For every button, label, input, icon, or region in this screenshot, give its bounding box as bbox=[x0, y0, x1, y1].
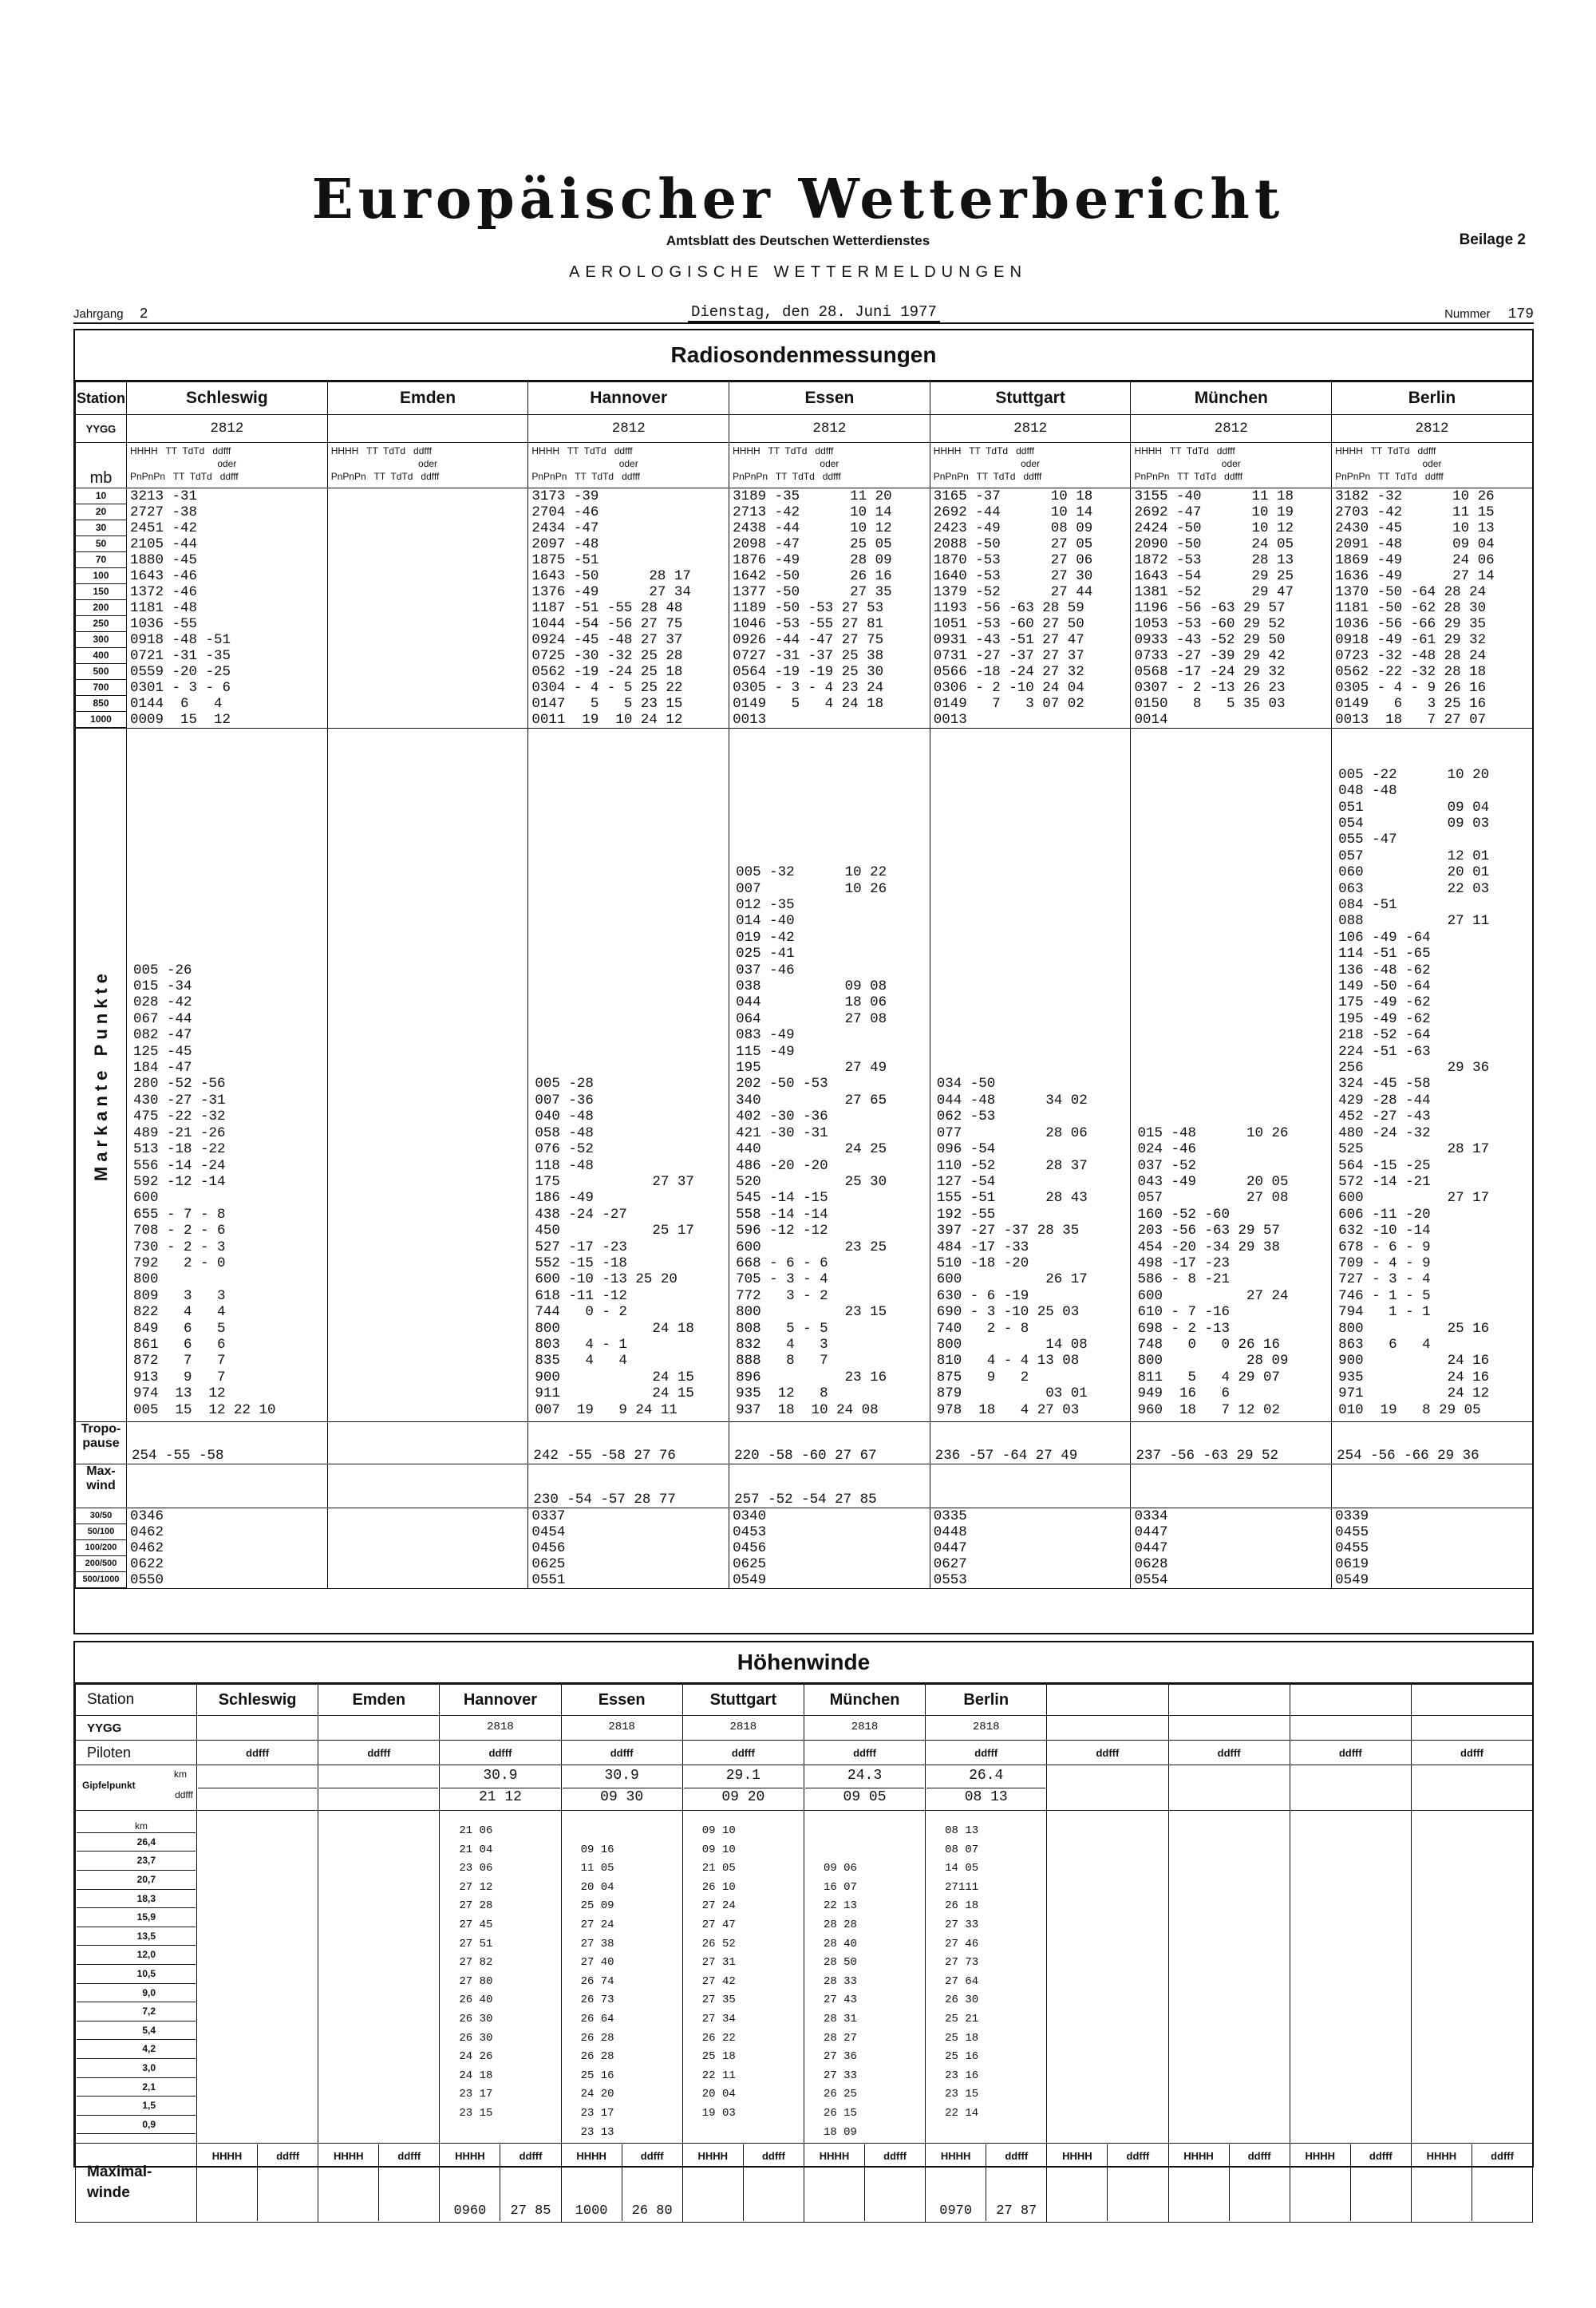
winds-yygg bbox=[318, 1716, 440, 1741]
jahrgang-label: Jahrgang bbox=[73, 307, 124, 321]
marked-points-cell bbox=[1332, 729, 1533, 1422]
gipfel-ddfff: 21 12 bbox=[478, 1788, 522, 1805]
layer-label: 200/500 bbox=[76, 1556, 126, 1572]
nummer bbox=[1444, 306, 1534, 322]
marked-points: 015 -48 10 26 024 -46 037 -52 043 -49 20 05 057 27 08 160 -52 -60 203 -56 -63 29 57 454 -20 -34 29 38 498 -17 -23 586 - 8 -21 600 27 24 610 - 7 -16 698 - 2 -13 748 0 0 26 16 800 28 09 811 5 4 29 07 949 16 6 960 18 7 12 02 bbox=[1137, 1124, 1289, 1418]
ddfff-header: ddfff bbox=[500, 2144, 561, 2168]
gipfel-km: 30.9 bbox=[563, 1767, 681, 1788]
marked-points-cell bbox=[1131, 729, 1332, 1422]
station-name: München bbox=[1131, 382, 1332, 415]
marked-points-cell bbox=[528, 729, 729, 1422]
gipfel-ddfff: 09 05 bbox=[843, 1788, 887, 1805]
standard-levels: 3155 -40 11 18 2692 -47 10 19 2424 -50 10 12 2090 -50 24 05 1872 -53 28 13 1643 -54 29 25 1381 -52 29 47 1196 -56 -63 29 57 1053 -53 -60 29 52 0933 -43 -52 29 50 0733 -27 -39 29 42 0568 -17 -24 29 32 0307 - 2 -13 26 23 0150 8 5 35 03 0014 bbox=[1131, 488, 1332, 729]
hhhh-header: HHHH bbox=[562, 2144, 622, 2168]
layer-label: 50/100 bbox=[76, 1524, 126, 1540]
winds-title: Höhenwinde bbox=[75, 1642, 1532, 1684]
empty-cell bbox=[1168, 1685, 1290, 1716]
ddfff-header: ddfff bbox=[1350, 2144, 1411, 2168]
empty-cell bbox=[1472, 2168, 1532, 2222]
maxwind-hhhh: 0960 bbox=[440, 2168, 500, 2222]
maxwinde-label: Maximal- winde bbox=[76, 2144, 197, 2223]
tropopause-value: 254 -56 -66 29 36 bbox=[1332, 1422, 1533, 1464]
maxwind-ddfff bbox=[743, 2168, 804, 2222]
empty-cell bbox=[1168, 1811, 1290, 2144]
empty-cell bbox=[1168, 1765, 1290, 1811]
winds-station-name: Berlin bbox=[926, 1685, 1047, 1716]
winds-yygg: 2818 bbox=[682, 1716, 804, 1741]
maxwind-value bbox=[127, 1464, 328, 1508]
gipfel-km: 24.3 bbox=[805, 1767, 924, 1788]
tropopause-value bbox=[327, 1422, 528, 1464]
empty-cell bbox=[1350, 2168, 1411, 2222]
level-label: 400 bbox=[76, 648, 126, 664]
station-name: Emden bbox=[327, 382, 528, 415]
maxwind-value: 230 -54 -57 28 77 bbox=[528, 1464, 729, 1508]
maxwind-value bbox=[327, 1464, 528, 1508]
tropopause-value: 254 -55 -58 bbox=[127, 1422, 328, 1464]
code-oder: oder bbox=[1221, 458, 1241, 469]
beilage-label: Beilage 2 bbox=[1459, 231, 1526, 248]
ddfff-header: ddfff bbox=[743, 2144, 804, 2168]
empty-cell bbox=[1047, 1765, 1168, 1811]
empty-cell bbox=[1169, 2168, 1230, 2222]
maxwind-cell bbox=[682, 2144, 804, 2223]
radiosonde-title: Radiosondenmessungen bbox=[75, 330, 1532, 381]
empty-cell bbox=[1290, 1765, 1411, 1811]
marked-points-cell bbox=[127, 729, 328, 1422]
yygg-value bbox=[327, 415, 528, 443]
yygg-value: 2812 bbox=[729, 415, 930, 443]
maxwind-cell bbox=[561, 2144, 682, 2223]
maxwind-value bbox=[1332, 1464, 1533, 1508]
yygg-value: 2812 bbox=[528, 415, 729, 443]
code-line-1: HHHH TT TdTd ddfff bbox=[933, 445, 1035, 456]
mb-label: mb bbox=[76, 443, 127, 488]
level-label: 300 bbox=[76, 632, 126, 648]
hhhh-header: HHHH bbox=[197, 2144, 258, 2168]
gipfel-label-cell bbox=[76, 1765, 197, 1811]
marked-points-label-cell bbox=[76, 729, 127, 1422]
gipfel-values bbox=[197, 1765, 318, 1811]
empty-cell bbox=[1411, 1811, 1532, 2144]
gipfel-ddfff: 08 13 bbox=[964, 1788, 1008, 1805]
code-header bbox=[729, 443, 930, 488]
winds-panel bbox=[73, 1641, 1534, 2219]
ddfff-header: ddfff bbox=[258, 2144, 318, 2168]
layer-values: 0334 0447 0447 0628 0554 bbox=[1131, 1508, 1332, 1589]
ddfff-header: ddfff bbox=[622, 2144, 682, 2168]
ddfff-header: ddfff bbox=[197, 1741, 318, 1765]
winds-level: 5,4 bbox=[77, 2021, 196, 2041]
winds-station-name: Schleswig bbox=[197, 1685, 318, 1716]
layer-values: 0337 0454 0456 0625 0551 bbox=[528, 1508, 729, 1589]
gipfel-ddfff bbox=[198, 1788, 317, 1809]
maxwind-cell bbox=[318, 2144, 440, 2223]
level-label: 200 bbox=[76, 600, 126, 616]
empty-cell bbox=[1047, 2168, 1108, 2222]
maxwind-ddfff bbox=[258, 2168, 318, 2222]
ddfff-header: ddfff bbox=[1168, 1741, 1290, 1765]
gipfel-km bbox=[198, 1767, 317, 1788]
tropopause-value: 236 -57 -64 27 49 bbox=[930, 1422, 1131, 1464]
ddfff-header: ddfff bbox=[926, 1741, 1047, 1765]
maxwind-cell bbox=[440, 2144, 561, 2223]
code-header bbox=[327, 443, 528, 488]
yygg-label: YYGG bbox=[76, 415, 127, 443]
winds-station-name: Essen bbox=[561, 1685, 682, 1716]
gipfel-km-label: km bbox=[174, 1769, 187, 1780]
hhhh-header: HHHH bbox=[1290, 2144, 1351, 2168]
issue-line bbox=[73, 303, 1534, 322]
empty-cell bbox=[1411, 1765, 1532, 1811]
winds-yygg: 2818 bbox=[804, 1716, 925, 1741]
winds-level: 4,2 bbox=[77, 2040, 196, 2059]
code-oder: oder bbox=[418, 458, 438, 469]
winds-level: 9,0 bbox=[77, 1984, 196, 2003]
hhhh-header: HHHH bbox=[683, 2144, 744, 2168]
gipfel-ddfff bbox=[319, 1788, 438, 1809]
level-label: 50 bbox=[76, 536, 126, 552]
piloten-label: Piloten bbox=[76, 1741, 197, 1765]
winds-level: 15,9 bbox=[77, 1908, 196, 1927]
code-oder: oder bbox=[217, 458, 237, 469]
ddfff-header: ddfff bbox=[379, 2144, 440, 2168]
winds-level-values bbox=[197, 1811, 318, 2144]
station-name: Essen bbox=[729, 382, 930, 415]
ddfff-header: ddfff bbox=[865, 2144, 926, 2168]
winds-station-label: Station bbox=[76, 1685, 197, 1716]
marked-points: 005 -32 10 22 007 10 26 012 -35 014 -40 019 -42 025 -41 037 -46 038 09 08 044 18 06 064 27 08 083 -49 115 -49 195 27 49 202 -50 -53 340 27 65 402 -30 -36 421 -30 -31 440 24 25 486 -20 -20 520 25 30 545 -14 -15 558 -14 -14 596 -12 -12 600 23 25 668 - 6 - 6 705 - 3 - 4 772 3 - 2 800 23 15 808 5 - 5 832 4 3 888 8 7 896 23 16 935 12 8 937 18 10 24 08 bbox=[736, 864, 887, 1418]
standard-levels: 3173 -39 2704 -46 2434 -47 2097 -48 1875 -51 1643 -50 28 17 1376 -49 27 34 1187 -51 -55 28 48 1044 -54 -56 27 75 0924 -45 -48 27 37 0725 -30 -32 25 28 0562 -19 -24 25 18 0304 - 4 - 5 25 22 0147 5 5 23 15 0011 19 10 24 12 bbox=[528, 488, 729, 729]
maxwind-hhhh bbox=[804, 2168, 865, 2222]
winds-level: 20,7 bbox=[77, 1871, 196, 1890]
maxwind-label: Max- wind bbox=[76, 1464, 127, 1508]
station-name: Berlin bbox=[1332, 382, 1533, 415]
winds-level-values: 21 06 21 04 23 06 27 12 27 28 27 45 27 51 27 82 27 80 26 40 26 30 26 30 24 26 24 18 23 17 23 15 bbox=[440, 1811, 561, 2144]
code-line-2: PnPnPn TT TdTd ddfff bbox=[733, 471, 841, 482]
tropopause-value: 220 -58 -60 27 67 bbox=[729, 1422, 930, 1464]
tropopause-value: 242 -55 -58 27 76 bbox=[528, 1422, 729, 1464]
winds-yygg: 2818 bbox=[926, 1716, 1047, 1741]
ddfff-header: ddfff bbox=[1472, 2144, 1532, 2168]
maxwind-hhhh bbox=[318, 2168, 379, 2222]
winds-level: 12,0 bbox=[77, 1946, 196, 1965]
maxwind-ddfff bbox=[865, 2168, 926, 2222]
winds-level-column bbox=[76, 1811, 197, 2144]
header-rule bbox=[73, 322, 1534, 324]
hhhh-header: HHHH bbox=[440, 2144, 500, 2168]
ddfff-header: ddfff bbox=[804, 1741, 925, 1765]
hhhh-header: HHHH bbox=[318, 2144, 379, 2168]
maxwind-cell bbox=[1290, 2144, 1411, 2223]
hhhh-header: HHHH bbox=[1047, 2144, 1108, 2168]
gipfel-values bbox=[682, 1765, 804, 1811]
layer-label: 100/200 bbox=[76, 1540, 126, 1556]
marked-points: 034 -50 044 -48 34 02 062 -53 077 28 06 096 -54 110 -52 28 37 127 -54 155 -51 28 43 192 -55 397 -27 -37 28 35 484 -17 -33 510 -18 -20 600 26 17 630 - 6 -19 690 - 3 -10 25 03 740 2 - 8 800 14 08 810 4 - 4 13 08 875 9 2 879 03 01 978 18 4 27 03 bbox=[936, 1076, 1088, 1418]
winds-yygg: 2818 bbox=[561, 1716, 682, 1741]
maxwind-cell bbox=[926, 2144, 1047, 2223]
page-title: Europäischer Wetterbericht bbox=[311, 168, 1285, 231]
standard-levels: 3182 -32 10 26 2703 -42 11 15 2430 -45 10 13 2091 -48 09 04 1869 -49 24 06 1636 -49 27 14 1370 -50 -64 28 24 1181 -50 -62 28 30 1036 -56 -66 29 35 0918 -49 -61 29 32 0723 -32 -48 28 24 0562 -22 -32 28 18 0305 - 4 - 9 26 16 0149 6 3 25 16 0013 18 7 27 07 bbox=[1332, 488, 1533, 729]
level-label: 1000 bbox=[76, 712, 126, 728]
ddfff-header: ddfff bbox=[440, 1741, 561, 1765]
yygg-value: 2812 bbox=[1131, 415, 1332, 443]
empty-cell bbox=[1290, 1811, 1411, 2144]
standard-levels: 3189 -35 11 20 2713 -42 10 14 2438 -44 10 12 2098 -47 25 05 1876 -49 28 09 1642 -50 26 16 1377 -50 27 35 1189 -50 -53 27 53 1046 -53 -55 27 81 0926 -44 -47 27 75 0727 -31 -37 25 38 0564 -19 -19 25 30 0305 - 3 - 4 23 24 0149 5 4 24 18 0013 bbox=[729, 488, 930, 729]
winds-station-name: Emden bbox=[318, 1685, 440, 1716]
code-line-2: PnPnPn TT TdTd ddfff bbox=[330, 471, 440, 482]
code-header bbox=[930, 443, 1131, 488]
winds-level: 1,5 bbox=[77, 2097, 196, 2116]
marked-points: 005 -26 015 -34 028 -42 067 -44 082 -47 125 -45 184 -47 280 -52 -56 430 -27 -31 475 -22 -32 489 -21 -26 513 -18 -22 556 -14 -24 592 -12 -14 600 655 - 7 - 8 708 - 2 - 6 730 - 2 - 3 792 2 - 0 800 809 3 3 822 4 4 849 6 5 861 6 6 872 7 7 913 9 7 974 13 12 005 15 12 22 10 bbox=[133, 962, 276, 1418]
winds-level-values: 09 10 09 10 21 05 26 10 27 24 27 47 26 52 27 31 27 42 27 35 27 34 26 22 25 18 22 11 20 04 19 03 bbox=[682, 1811, 804, 2144]
yygg-value: 2812 bbox=[930, 415, 1131, 443]
layer-values: 0335 0448 0447 0627 0553 bbox=[930, 1508, 1131, 1589]
level-label: 850 bbox=[76, 696, 126, 712]
level-label: 30 bbox=[76, 520, 126, 536]
maxwind-ddfff: 27 85 bbox=[510, 2203, 551, 2219]
jahrgang-value: 2 bbox=[139, 306, 148, 322]
gipfel-km: 29.1 bbox=[684, 1767, 803, 1788]
ddfff-header: ddfff bbox=[986, 2144, 1047, 2168]
ddfff-header: ddfff bbox=[1108, 2144, 1168, 2168]
winds-level-values bbox=[318, 1811, 440, 2144]
code-line-2: PnPnPn TT TdTd ddfff bbox=[130, 471, 239, 482]
maxwind-cell bbox=[1047, 2144, 1168, 2223]
radiosonde-panel bbox=[73, 329, 1534, 1634]
station-name: Schleswig bbox=[127, 382, 328, 415]
code-line-2: PnPnPn TT TdTd ddfff bbox=[1335, 471, 1444, 482]
tropopause-value: 237 -56 -63 29 52 bbox=[1131, 1422, 1332, 1464]
empty-cell bbox=[1047, 1811, 1168, 2144]
maxwind-cell bbox=[1411, 2144, 1532, 2223]
maxwind-value bbox=[1131, 1464, 1332, 1508]
level-label: 250 bbox=[76, 616, 126, 632]
marked-points-cell bbox=[729, 729, 930, 1422]
code-oder: oder bbox=[618, 458, 638, 469]
winds-yygg: 2818 bbox=[440, 1716, 561, 1741]
code-oder: oder bbox=[820, 458, 839, 469]
level-label: 500 bbox=[76, 664, 126, 680]
maxwind-ddfff: 27 87 bbox=[996, 2203, 1037, 2219]
maxwind-ddfff: 26 80 bbox=[631, 2203, 673, 2219]
tropopause-label: Tropo- pause bbox=[76, 1422, 127, 1464]
hhhh-header: HHHH bbox=[1412, 2144, 1472, 2168]
code-header bbox=[1131, 443, 1332, 488]
code-line-1: HHHH TT TdTd ddfff bbox=[531, 445, 633, 456]
level-label: 20 bbox=[76, 504, 126, 520]
empty-cell bbox=[1108, 2168, 1168, 2222]
code-line-1: HHHH TT TdTd ddfff bbox=[733, 445, 834, 456]
standard-levels bbox=[327, 488, 528, 729]
gipfel-km: 26.4 bbox=[926, 1767, 1045, 1788]
code-line-1: HHHH TT TdTd ddfff bbox=[1335, 445, 1436, 456]
gipfel-label: Gipfelpunkt bbox=[82, 1780, 136, 1791]
empty-cell bbox=[1290, 1685, 1411, 1716]
maxwind-hhhh bbox=[683, 2168, 744, 2222]
code-header bbox=[1332, 443, 1533, 488]
gipfel-km bbox=[319, 1767, 438, 1788]
gipfel-values bbox=[440, 1765, 561, 1811]
empty-cell bbox=[1047, 1685, 1168, 1716]
standard-levels: 3213 -31 2727 -38 2451 -42 2105 -44 1880 -45 1643 -46 1372 -46 1181 -48 1036 -55 0918 -48 -51 0721 -31 -35 0559 -20 -25 0301 - 3 - 6 0144 6 4 0009 15 12 bbox=[127, 488, 328, 729]
layer-label: 30/50 bbox=[76, 1508, 126, 1524]
empty-cell bbox=[1168, 1716, 1290, 1741]
level-label: 10 bbox=[76, 488, 126, 504]
winds-level-values: 09 06 16 07 22 13 28 28 28 40 28 50 28 33 27 43 28 31 28 27 27 36 27 33 26 25 26 15 18 09 bbox=[804, 1811, 925, 2144]
winds-level: 7,2 bbox=[77, 2002, 196, 2021]
layer-values: 0346 0462 0462 0622 0550 bbox=[127, 1508, 328, 1589]
empty-cell bbox=[1229, 2168, 1290, 2222]
gipfel-values bbox=[926, 1765, 1047, 1811]
layer-values: 0340 0453 0456 0625 0549 bbox=[729, 1508, 930, 1589]
empty-cell bbox=[1290, 2168, 1351, 2222]
maxwind-hhhh: 0970 bbox=[926, 2168, 986, 2222]
empty-cell bbox=[1412, 2168, 1472, 2222]
maxwind-ddfff bbox=[379, 2168, 440, 2222]
gipfel-ddfff-label: ddfff bbox=[175, 1789, 193, 1800]
empty-cell bbox=[1290, 1716, 1411, 1741]
winds-yygg-label: YYGG bbox=[76, 1716, 197, 1741]
winds-level-values: 09 16 11 05 20 04 25 09 27 24 27 38 27 40 26 74 26 73 26 64 26 28 26 28 25 16 24 20 23 17 23 13 bbox=[561, 1811, 682, 2144]
marked-points-cell bbox=[327, 729, 528, 1422]
yygg-value: 2812 bbox=[1332, 415, 1533, 443]
layer-values: 0339 0455 0455 0619 0549 bbox=[1332, 1508, 1533, 1589]
station-name: Stuttgart bbox=[930, 382, 1131, 415]
hhhh-header: HHHH bbox=[804, 2144, 865, 2168]
marked-points: 005 -28 007 -36 040 -48 058 -48 076 -52 118 -48 175 27 37 186 -49 438 -24 -27 450 25 17 527 -17 -23 552 -15 -18 600 -10 -13 25 20 618 -11 -12 744 0 - 2 800 24 18 803 4 - 1 835 4 4 900 24 15 911 24 15 007 19 9 24 11 bbox=[535, 1076, 694, 1418]
section-heading: AEROLOGISCHE WETTERMELDUNGEN bbox=[569, 263, 1027, 281]
level-column bbox=[76, 488, 127, 729]
code-oder: oder bbox=[1422, 458, 1442, 469]
gipfel-ddfff: 09 20 bbox=[721, 1788, 765, 1805]
code-line-2: PnPnPn TT TdTd ddfff bbox=[1134, 471, 1243, 482]
code-line-2: PnPnPn TT TdTd ddfff bbox=[531, 471, 641, 482]
winds-level: 3,0 bbox=[77, 2059, 196, 2078]
winds-station-name: München bbox=[804, 1685, 925, 1716]
gipfel-km: 30.9 bbox=[440, 1767, 559, 1788]
code-header bbox=[528, 443, 729, 488]
winds-level: 26,4 bbox=[77, 1833, 196, 1852]
maxwind-hhhh: 1000 bbox=[562, 2168, 622, 2222]
station-label: Station bbox=[76, 382, 127, 415]
gipfel-ddfff: 09 30 bbox=[600, 1788, 644, 1805]
winds-yygg bbox=[197, 1716, 318, 1741]
winds-level: 23,7 bbox=[77, 1852, 196, 1871]
ddfff-header: ddfff bbox=[682, 1741, 804, 1765]
winds-level: 18,3 bbox=[77, 1890, 196, 1909]
issue-date: Dienstag, den 28. Juni 1977 bbox=[688, 303, 940, 322]
station-name: Hannover bbox=[528, 382, 729, 415]
level-label: 100 bbox=[76, 568, 126, 584]
code-line-2: PnPnPn TT TdTd ddfff bbox=[933, 471, 1042, 482]
winds-level: 2,1 bbox=[77, 2078, 196, 2097]
maxwind-value bbox=[930, 1464, 1131, 1508]
code-oder: oder bbox=[1021, 458, 1041, 469]
level-label: 70 bbox=[76, 552, 126, 568]
ddfff-header: ddfff bbox=[1411, 1741, 1532, 1765]
gipfel-values bbox=[561, 1765, 682, 1811]
code-header bbox=[127, 443, 328, 488]
nummer-label: Nummer bbox=[1444, 307, 1491, 321]
maxwind-cell bbox=[804, 2144, 925, 2223]
hhhh-header: HHHH bbox=[1169, 2144, 1230, 2168]
ddfff-header: ddfff bbox=[1290, 1741, 1411, 1765]
level-label: 700 bbox=[76, 680, 126, 696]
empty-cell bbox=[1411, 1716, 1532, 1741]
level-label: 150 bbox=[76, 584, 126, 600]
code-line-1: HHHH TT TdTd ddfff bbox=[1134, 445, 1235, 456]
winds-station-name: Stuttgart bbox=[682, 1685, 804, 1716]
empty-cell bbox=[1411, 1685, 1532, 1716]
gipfel-values bbox=[318, 1765, 440, 1811]
hhhh-header: HHHH bbox=[926, 2144, 986, 2168]
layer-values bbox=[327, 1508, 528, 1589]
winds-level: 13,5 bbox=[77, 1927, 196, 1946]
marked-points-label: Markante Punkte bbox=[90, 968, 111, 1182]
code-line-1: HHHH TT TdTd ddfff bbox=[330, 445, 432, 456]
winds-level: 10,5 bbox=[77, 1965, 196, 1984]
winds-table bbox=[75, 1684, 1533, 2223]
marked-points-cell bbox=[930, 729, 1131, 1422]
winds-km-header: km bbox=[77, 1820, 196, 1833]
ddfff-header: ddfff bbox=[1047, 1741, 1168, 1765]
winds-level-values: 08 13 08 07 14 05 27111 26 18 27 33 27 46 27 73 27 64 26 30 25 21 25 18 25 16 23 16 23 15 22 14 bbox=[926, 1811, 1047, 2144]
layer-label: 500/1000 bbox=[76, 1572, 126, 1588]
nummer-value: 179 bbox=[1507, 306, 1534, 322]
marked-points: 005 -22 10 20 048 -48 051 09 04 054 09 03 055 -47 057 12 01 060 20 01 063 22 03 084 -51 088 27 11 106 -49 -64 114 -51 -65 136 -48 -62 149 -50 -64 175 -49 -62 195 -49 -62 218 -52 -64 224 -51 -63 256 29 36 324 -45 -58 429 -28 -44 452 -27 -43 480 -24 -32 525 28 17 564 -15 -25 572 -14 -21 600 27 17 606 -11 -20 632 -10 -14 678 - 6 - 9 709 - 4 - 9 727 - 3 - 4 746 - 1 - 5 794 1 - 1 800 25 16 863 6 4 900 24 16 935 24 16 971 24 12 010 19 8 29 05 bbox=[1338, 766, 1490, 1418]
subtitle: Amtsblatt des Deutschen Wetterdienstes bbox=[666, 233, 930, 248]
gipfel-values bbox=[804, 1765, 925, 1811]
empty-cell bbox=[1047, 1716, 1168, 1741]
standard-levels: 3165 -37 10 18 2692 -44 10 14 2423 -49 08 09 2088 -50 27 05 1870 -53 27 06 1640 -53 27 30 1379 -52 27 44 1193 -56 -63 28 59 1051 -53 -60 27 50 0931 -43 -51 27 47 0731 -27 -37 27 37 0566 -18 -24 27 32 0306 - 2 -10 24 04 0149 7 3 07 02 0013 bbox=[930, 488, 1131, 729]
ddfff-header: ddfff bbox=[1229, 2144, 1290, 2168]
yygg-value: 2812 bbox=[127, 415, 328, 443]
layer-column bbox=[76, 1508, 127, 1589]
winds-station-name: Hannover bbox=[440, 1685, 561, 1716]
radiosonde-table bbox=[75, 381, 1533, 1589]
maxwind-hhhh bbox=[197, 2168, 258, 2222]
ddfff-header: ddfff bbox=[561, 1741, 682, 1765]
code-line-1: HHHH TT TdTd ddfff bbox=[130, 445, 231, 456]
ddfff-header: ddfff bbox=[318, 1741, 440, 1765]
maxwind-value: 257 -52 -54 27 85 bbox=[729, 1464, 930, 1508]
maxwind-cell bbox=[197, 2144, 318, 2223]
maxwind-cell bbox=[1168, 2144, 1290, 2223]
winds-level: 0,9 bbox=[77, 2116, 196, 2135]
